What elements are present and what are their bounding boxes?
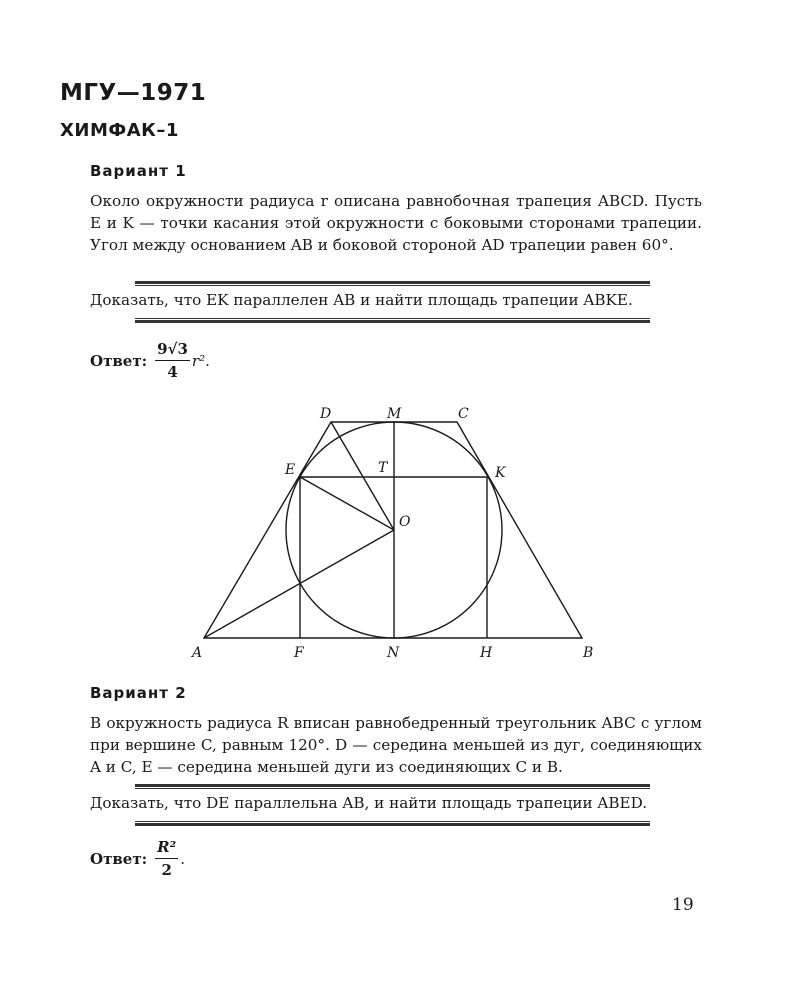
answer-fraction [155, 838, 178, 879]
label-e: E [285, 462, 296, 478]
label-a: A [192, 645, 203, 661]
label-n: N [387, 645, 400, 661]
answer-label: Ответ: [90, 849, 148, 868]
label-m: M [387, 406, 402, 422]
answer-multiplier: r². [191, 351, 210, 370]
variant-2-task: Доказать, что DE параллельна AB, и найти площадь трапеции ABED. [90, 794, 648, 812]
answer-numerator: 9√3 [155, 340, 190, 361]
label-f: F [294, 645, 304, 661]
answer-label: Ответ: [90, 351, 148, 370]
page-title: МГУ—1971 [60, 80, 207, 106]
variant-1-problem: Около окружности радиуса r описана равнобочная трапеция ABCD. Пусть E и K — точки касания этой окружности с боковыми сторонами трапеции. Угол между основанием AB и боковой стороной AD трапеции равен 60°. [90, 192, 702, 254]
answer-denominator: 4 [167, 363, 178, 381]
variant-1-task: Доказать, что EK параллелен AB и найти площадь трапеции ABKE. [90, 291, 633, 309]
variant-2-answer [90, 838, 185, 879]
segment-do [331, 422, 394, 530]
section-title: ХИМФАК–1 [60, 120, 179, 141]
answer-suffix: . [180, 849, 185, 868]
variant-1-heading: Вариант 1 [90, 162, 187, 180]
label-o: O [399, 514, 411, 530]
label-d: D [320, 406, 332, 422]
variant-2-problem: В окружность радиуса R вписан равнобедренный треугольник ABC с углом при вершине C, равным 120°. D — середина меньшей из дуг, соединяющих A и C, E — середина меньшей дуги из соединяющих C и B. [90, 714, 702, 776]
segment-eo [300, 477, 394, 530]
variant-2-task-bottom-rule [135, 821, 650, 826]
segment-ao [204, 530, 394, 638]
label-h: H [480, 645, 493, 661]
label-c: C [458, 406, 469, 422]
label-t: T [378, 460, 388, 476]
page-number: 19 [672, 895, 694, 915]
answer-numerator: R² [155, 838, 178, 859]
label-b: B [583, 645, 594, 661]
label-k: K [495, 465, 506, 481]
variant-2-task-top-rule [135, 784, 650, 789]
answer-denominator: 2 [161, 861, 172, 879]
variant-2-heading: Вариант 2 [90, 684, 187, 702]
